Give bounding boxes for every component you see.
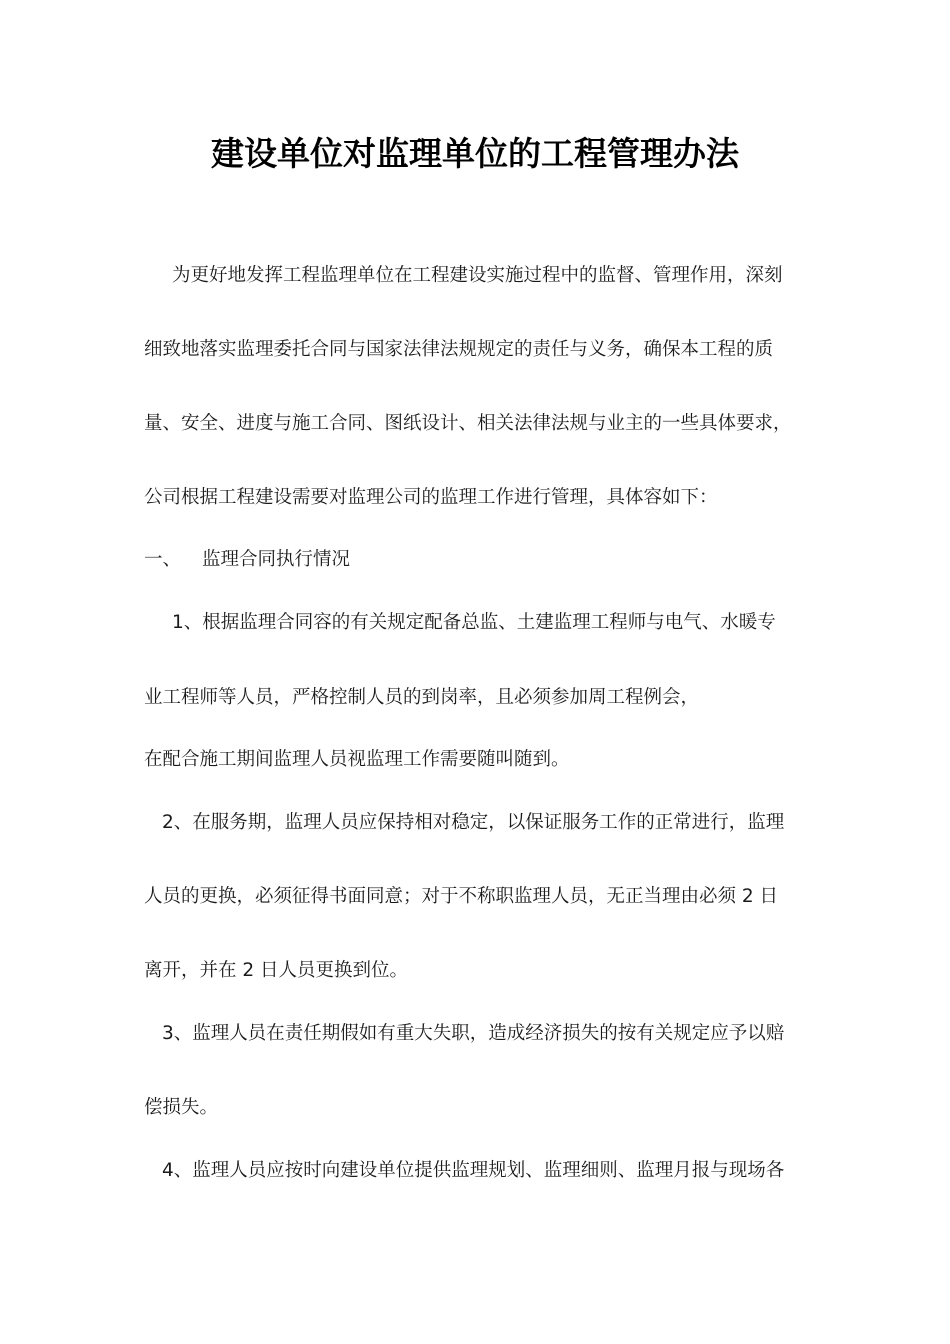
paragraph-line: 离开，并在 2 日人员更换到位。 — [144, 960, 409, 981]
paragraph-line: 4、监理人员应按时向建设单位提供监理规划、监理细则、监理月报与现场各 — [162, 1160, 785, 1181]
document-title: 建设单位对监理单位的工程管理办法 — [211, 134, 739, 173]
section-number: 一、 — [144, 549, 182, 570]
paragraph-line: 人员的更换，必须征得书面同意；对于不称职监理人员，无正当理由必须 2 日 — [144, 886, 779, 907]
section-title: 监理合同执行情况 — [202, 549, 351, 570]
section-heading — [144, 548, 350, 572]
paragraph-line: 偿损失。 — [144, 1097, 219, 1118]
paragraph-line: 公司根据工程建设需要对监理公司的监理工作进行管理，具体容如下： — [144, 487, 718, 508]
paragraph-line: 业工程师等人员，严格控制人员的到岗率，且必须参加周工程例会， — [144, 687, 700, 708]
paragraph-line: 量、安全、进度与施工合同、图纸设计、相关法律法规与业主的一些具体要求， — [144, 413, 792, 434]
paragraph-line: 1、根据监理合同容的有关规定配备总监、土建监理工程师与电气、水暖专 — [172, 612, 776, 633]
paragraph-line: 在配合施工期间监理人员视监理工作需要随叫随到。 — [144, 749, 570, 770]
paragraph-line: 细致地落实监理委托合同与国家法律法规规定的责任与义务，确保本工程的质 — [144, 339, 774, 360]
paragraph-line: 为更好地发挥工程监理单位在工程建设实施过程中的监督、管理作用，深刻 — [172, 265, 783, 286]
paragraph-line: 3、监理人员在责任期假如有重大失职，造成经济损失的按有关规定应予以赔 — [162, 1023, 785, 1044]
paragraph-line: 2、在服务期，监理人员应保持相对稳定，以保证服务工作的正常进行，监理 — [162, 812, 785, 833]
